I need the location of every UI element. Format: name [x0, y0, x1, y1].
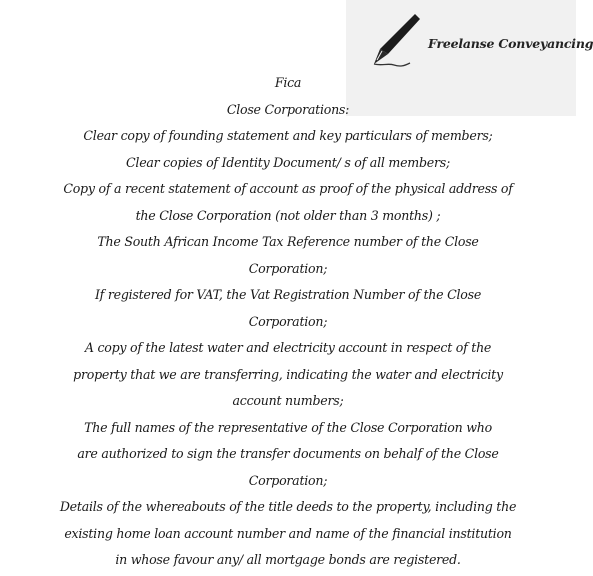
document-line: are authorized to sign the transfer documents on behalf of the Close: [77, 446, 499, 461]
document-line: the Close Corporation (not older than 3 months) ;: [135, 207, 441, 223]
document-heading: Fica: [274, 75, 302, 90]
fica-requirements-document: [0, 70, 576, 574]
document-line: Clear copy of founding statement and key particulars of members;: [83, 128, 493, 143]
document-line: The South African Income Tax Reference number of the Close: [97, 234, 479, 249]
document-line: Details of the whereabouts of the title deeds to the property, including the: [59, 499, 517, 514]
fountain-pen-icon: [360, 10, 422, 74]
document-line: Corporation;: [248, 313, 328, 329]
document-line: A copy of the latest water and electricity account in respect of the: [84, 340, 492, 355]
document-subheading: Close Corporations:: [226, 101, 350, 117]
logo-text: Freelanse Conveyancing: [428, 36, 593, 51]
document-line: Corporation;: [248, 472, 328, 488]
document-line: Copy of a recent statement of account as proof of the physical address of: [63, 181, 513, 196]
document-line: The full names of the representative of the Close Corporation who: [84, 419, 492, 435]
document-line: Corporation;: [248, 260, 328, 276]
document-line: in whose favour any/ all mortgage bonds are registered.: [115, 552, 461, 567]
document-line: existing home loan account number and name of the financial institution: [64, 525, 512, 541]
document-line: property that we are transferring, indicating the water and electricity: [73, 366, 503, 382]
document-line: If registered for VAT, the Vat Registration Number of the Close: [94, 287, 482, 302]
document-line: account numbers;: [232, 393, 344, 408]
document-line: Clear copies of Identity Document/ s of all members;: [126, 154, 450, 170]
